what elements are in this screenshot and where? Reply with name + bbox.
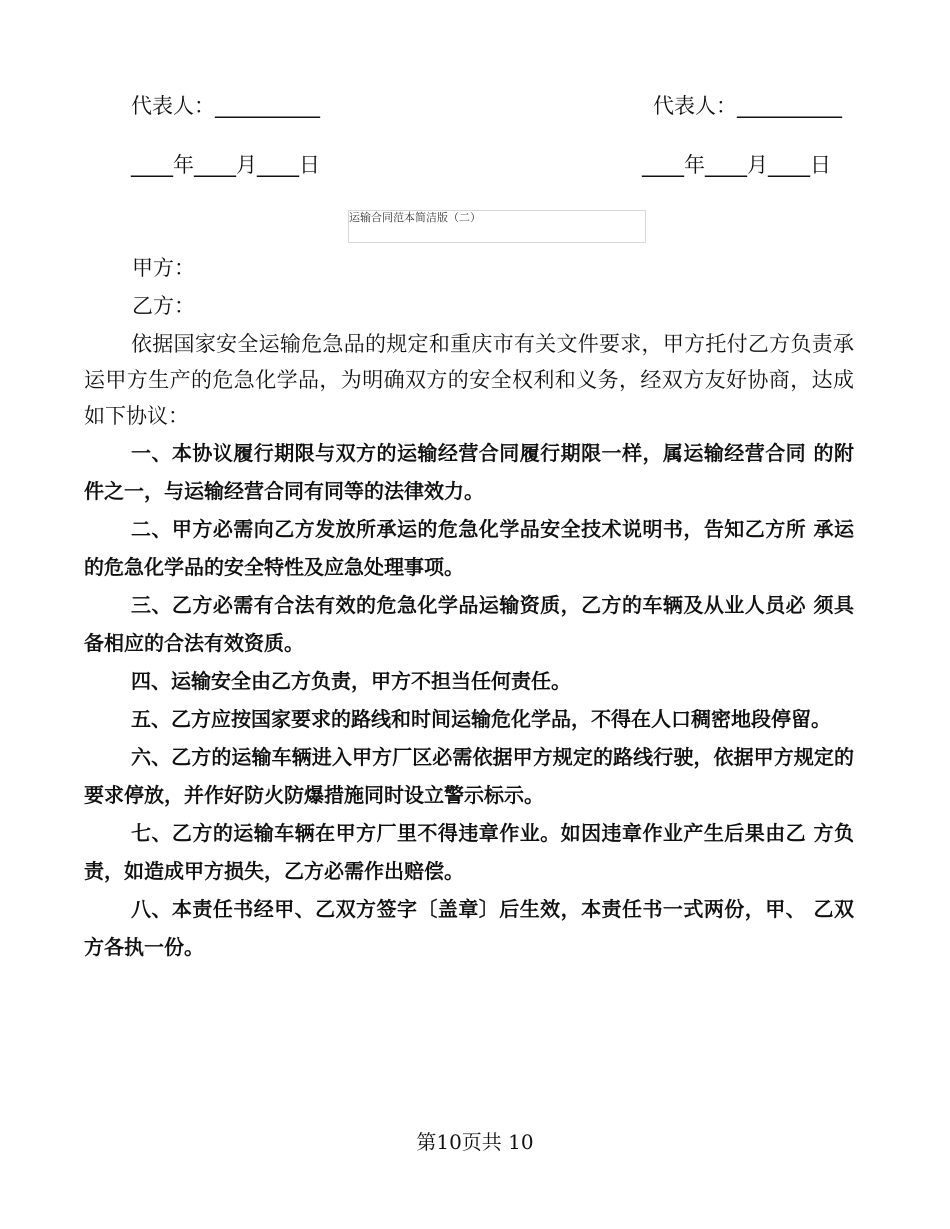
clause-6: 六、乙方的运输车辆进入甲方厂区必需依据甲方规定的路线行驶，依据甲方规定的要求停放，并作好防火防爆措施同时设立警示标示。 — [84, 745, 854, 807]
clause-1: 一、本协议履行期限与双方的运输经营合同履行期限一样，属运输经营合同 的附件之一，与运输经营合同有同等的法律效力。 — [84, 441, 854, 503]
clause-3: 三、乙方必需有合法有效的危急化学品运输资质，乙方的车辆及从业人员必 须具备相应的合法有效资质。 — [84, 593, 854, 655]
party-a-label: 甲方： — [132, 256, 195, 280]
clause-4: 四、运输安全由乙方负责，甲方不担当任何责任。 — [131, 669, 571, 693]
document-title: 运输合同范本简洁版（二） — [349, 211, 481, 224]
clause-2: 二、甲方必需向乙方发放所承运的危急化学品安全技术说明书，告知乙方所 承运的危急化学品的安全特性及应急处理事项。 — [84, 517, 854, 579]
clause-7: 七、乙方的运输车辆在甲方厂里不得违章作业。如因违章作业产生后果由乙 方负责，如造成甲方损失，乙方必需作出赔偿。 — [84, 821, 854, 883]
party-a-date-line: ____年____月____日 — [131, 153, 320, 177]
page-footer: 第10页共 10 — [416, 1130, 534, 1154]
clause-5: 五、乙方应按国家要求的路线和时间运输危化学品，不得在人口稠密地段停留。 — [131, 707, 831, 731]
party-b-date-line: ____年____月____日 — [642, 153, 831, 177]
intro-paragraph: 依据国家安全运输危急品的规定和重庆市有关文件要求，甲方托付乙方负责承运甲方生产的危急化学品，为明确双方的安全权利和义务，经双方友好协商，达成如下协议： — [84, 332, 854, 428]
party-b-label: 乙方： — [132, 294, 195, 318]
contract-body — [84, 326, 854, 966]
party-a-representative-line: 代表人：__________ — [131, 94, 320, 118]
clause-8: 八、本责任书经甲、乙双方签字〔盖章〕后生效，本责任书一式两份，甲、 乙双方各执一份。 — [84, 897, 854, 959]
document-title-box — [348, 210, 646, 243]
party-b-representative-line: 代表人：__________ — [653, 94, 842, 118]
